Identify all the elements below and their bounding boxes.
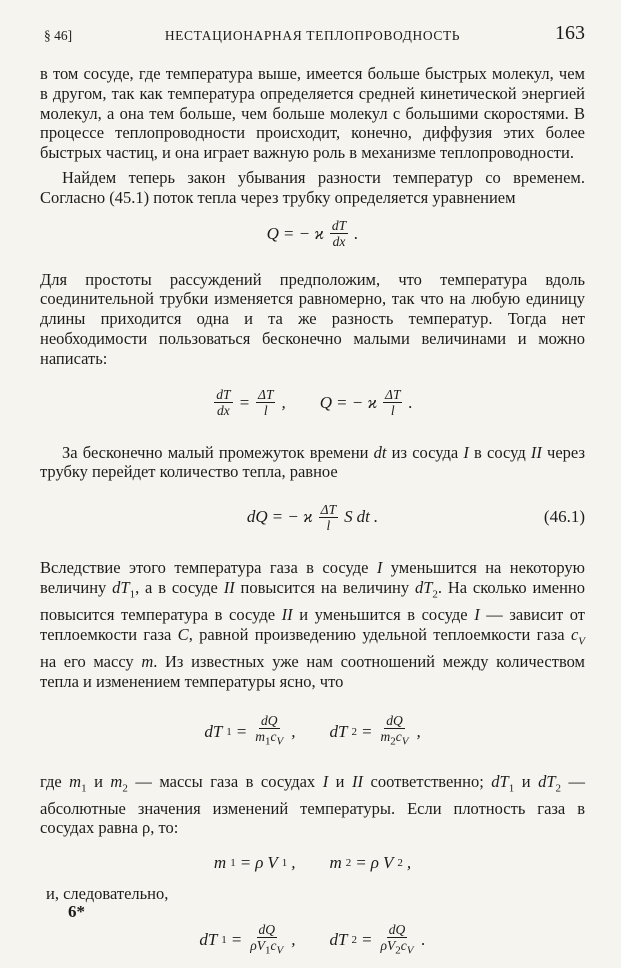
symbol-vessel-1: I [322, 771, 329, 791]
fraction-DeltaT-l [256, 387, 275, 418]
fraction-DeltaT-l [383, 387, 402, 418]
eq-comma: , [291, 721, 296, 741]
numerator: dT [331, 218, 347, 234]
text-run: . На сколько именно повысится температура в сосуде [40, 577, 586, 625]
fraction-dQ-m1cV [253, 713, 285, 750]
equation-uniform-gradient [40, 377, 585, 429]
paragraph-3: Для простоты рассуждений предположим, что температура вдоль соединительной трубки изменяется равномерно, так что на любую единицу длины приходится одна и та же разность температур. Тогда нет необходимости пользоваться бесконечно малыми величинами и можно написать: [40, 269, 585, 368]
subscript-1: 1 [129, 588, 136, 601]
fraction-dQ-m2cV [378, 713, 410, 750]
denominator: $\rho V_1c_V$ [250, 937, 284, 957]
eq-q: Q [266, 223, 279, 243]
eq-rhs-prefix: = − ϰ [336, 392, 378, 412]
symbol-rho: ρ [142, 818, 151, 838]
symbol-dT: dT [329, 930, 348, 950]
subscript-2: 2 [122, 781, 128, 794]
eq-equals: = [360, 930, 373, 950]
eq-period: . [373, 507, 379, 527]
page-number: 163 [555, 22, 585, 44]
symbol-vessel-1: I [463, 442, 469, 462]
running-header [40, 22, 585, 50]
text-run: За бесконечно малый промежуток времени [62, 442, 374, 462]
text-run: повысится на величину [234, 577, 415, 597]
denominator: l [263, 403, 268, 419]
text-run: и [514, 771, 539, 791]
text-run: в сосуд [468, 442, 531, 462]
subscript-1: 1 [281, 857, 288, 870]
symbol-v: V [267, 853, 278, 873]
symbol-vessel-2: II [223, 577, 235, 597]
numerator: dQ [388, 921, 406, 937]
subscript-2: 2 [432, 588, 438, 601]
symbol-dT: dT [538, 771, 556, 791]
text-run: соответственно; [363, 771, 492, 791]
fraction-dT-dx [214, 387, 232, 418]
subscript-2: 2 [397, 857, 403, 870]
equation-temperature-changes [40, 704, 585, 760]
symbol-m: m [69, 771, 82, 791]
text-run: и уменьшится в сосуде [292, 605, 475, 625]
equation-number: (46.1) [543, 507, 585, 527]
text-run: через трубку перейдет количество тепла, равное [40, 442, 585, 482]
symbol-c: C [177, 624, 189, 644]
section-reference: § 46] [44, 28, 73, 43]
eq-comma: , [291, 853, 296, 873]
subscript-2: 2 [351, 725, 357, 738]
symbol-m: m [110, 771, 123, 791]
text-run: на его массу [40, 651, 142, 671]
symbol-dT: dT [491, 771, 509, 791]
text-run: , а в сосуде [135, 577, 224, 597]
paragraph-7: и, следовательно, [46, 884, 169, 904]
paragraph-6 [40, 772, 585, 839]
numerator: dQ [261, 713, 278, 729]
subscript-1: 1 [230, 857, 236, 870]
numerator: dQ [386, 713, 403, 729]
fraction-dQ-rhoV1cV [248, 922, 285, 959]
symbol-vessel-1: I [474, 605, 480, 625]
numerator: ΔT [320, 501, 337, 517]
page-body [40, 64, 585, 968]
numerator: dQ [258, 921, 276, 937]
symbol-dT: dT [204, 721, 223, 741]
paragraph-5 [40, 558, 585, 691]
paragraph-4 [40, 443, 585, 483]
symbol-dT: dT [199, 930, 218, 950]
eq-period: . [421, 930, 426, 950]
subscript-v: V [578, 635, 586, 648]
text-run: из сосуда [386, 442, 464, 462]
eq-comma: , [406, 853, 412, 873]
text-run: и [86, 771, 111, 791]
fraction-DeltaT-l [319, 502, 338, 533]
equation-heat-flux [40, 212, 585, 256]
symbol-v: V [382, 853, 394, 873]
symbol-dt: dt [356, 507, 370, 527]
equation-46-1 [40, 490, 585, 544]
eq-period: . [408, 392, 413, 412]
eq-equals: = [235, 721, 248, 741]
symbol-dt: dt [373, 442, 387, 462]
eq-equals: = [239, 853, 252, 873]
eq-comma: , [416, 721, 421, 741]
text-run: — зависит от теплоемкости газа [40, 605, 586, 644]
numerator: ΔT [258, 387, 274, 403]
denominator: $m_1c_V$ [255, 729, 284, 748]
eq-equals: = [230, 930, 243, 950]
symbol-rho: ρ [255, 853, 264, 873]
eq-equals: = [360, 721, 373, 741]
denominator: $m_2c_V$ [380, 729, 409, 748]
text-run: — массы газа в сосудах [127, 771, 323, 791]
eq-rhs-prefix: = − ϰ [271, 507, 313, 527]
eq-q: Q [319, 392, 333, 412]
eq-dq: dQ [246, 507, 268, 527]
denominator: $\rho V_2c_V$ [380, 937, 414, 957]
equation-masses [40, 842, 585, 884]
symbol-m: m [141, 651, 154, 671]
denominator: dx [217, 403, 230, 419]
symbol-dT: dT [414, 577, 433, 597]
subscript-2: 2 [351, 934, 357, 947]
symbol-m: m [213, 853, 227, 873]
subscript-1: 1 [508, 781, 515, 794]
eq-equals: = [238, 392, 251, 412]
eq-equals: = [355, 853, 367, 873]
numerator: ΔT [385, 387, 401, 403]
symbol-rho: ρ [370, 853, 379, 873]
fraction-dT-dx [330, 218, 348, 249]
subscript-2: 2 [345, 857, 352, 870]
signature-mark: 6* [68, 902, 85, 921]
symbol-vessel-2: II [352, 771, 364, 791]
eq-rhs-prefix: = − ϰ [282, 223, 324, 243]
text-run: уменьшится на некоторую величину [40, 558, 585, 597]
symbol-dT: dT [329, 721, 348, 741]
eq-comma: , [291, 930, 296, 950]
denominator: l [390, 403, 395, 419]
subscript-1: 1 [81, 781, 87, 794]
text-run: где [40, 771, 70, 791]
eq-period: . [354, 223, 359, 243]
text-run: , то: [150, 818, 179, 838]
subscript-2: 2 [555, 781, 561, 794]
symbol-vessel-1: I [376, 558, 383, 578]
symbol-cv: c [570, 624, 579, 644]
text-run: — абсолютные значения изменений температуры. Если плотность газа в сосудах равна [40, 771, 585, 838]
text-run: . Из известных уже нам соотношений между количеством тепла и изменением температуры ясно, что [40, 651, 585, 691]
denominator: dx [332, 234, 346, 250]
subscript-1: 1 [221, 934, 227, 947]
paragraph-2: Найдем теперь закон убывания разности температур со временем. Согласно (45.1) поток тепла через трубку определяется уравнением [40, 167, 585, 207]
equation-final [40, 912, 585, 968]
symbol-s: S [344, 507, 353, 527]
numerator: dT [216, 387, 231, 403]
paragraph-1: в том сосуде, где температура выше, имеется больше быстрых молекул, чем в другом, так как температура определяется средней кинетической энергией молекул, а она тем больше, чем больше молекул с большими скоростями. В процессе теплопроводности происходит, конечно, диффузия этих более быстрых частиц, и она играет важную роль в механизме теплопроводности. [40, 64, 585, 163]
denominator: l [326, 517, 331, 533]
running-title: НЕСТАЦИОНАРНАЯ ТЕПЛОПРОВОДНОСТЬ [164, 28, 461, 43]
fraction-dQ-rhoV2cV [378, 922, 415, 959]
symbol-m: m [329, 853, 342, 873]
symbol-dT: dT [112, 577, 130, 597]
text-run: , равной произведению удельной теплоемкости газа [188, 624, 571, 644]
symbol-vessel-2: II [281, 605, 293, 625]
text-run: Вследствие этого температура газа в сосуде [40, 558, 377, 578]
subscript-1: 1 [226, 725, 232, 738]
symbol-vessel-2: II [530, 442, 542, 462]
eq-comma: , [281, 392, 286, 412]
text-run: и [328, 771, 353, 791]
